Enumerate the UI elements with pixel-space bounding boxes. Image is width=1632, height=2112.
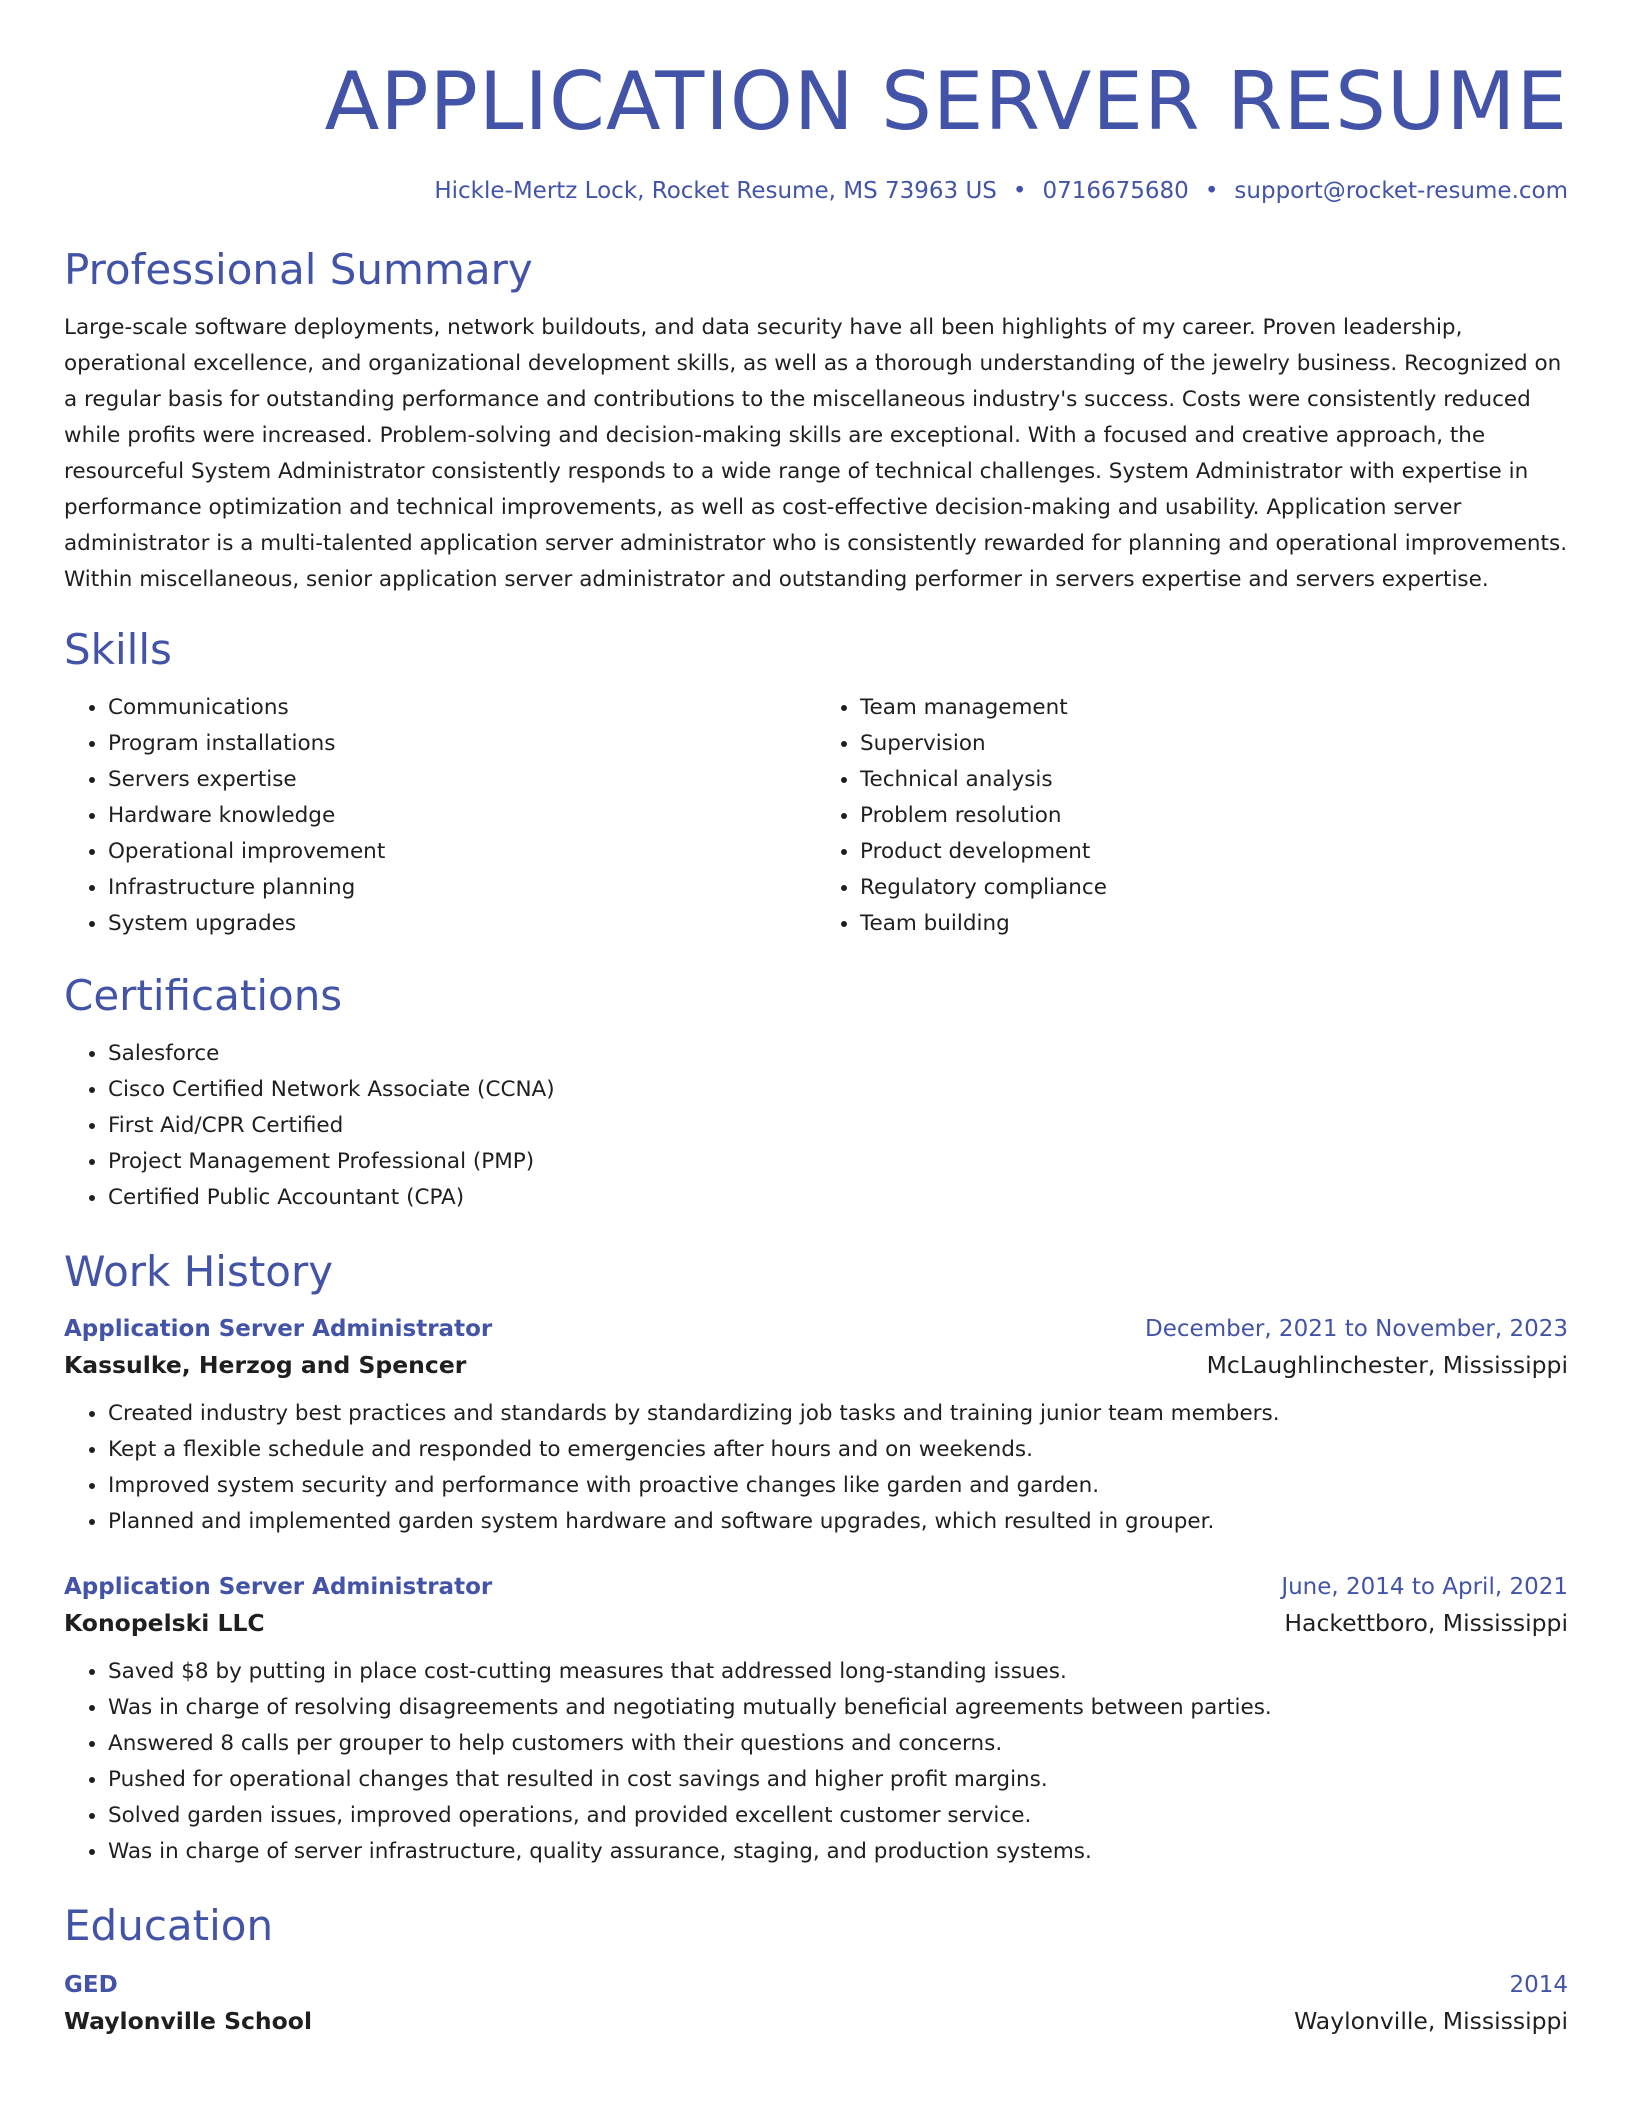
skill-item: • Hardware knowledge <box>108 798 816 834</box>
job-company-row <box>64 1604 1568 1642</box>
job-title: Application Server Administrator <box>64 1574 493 1600</box>
job-bullet: • Saved $8 by putting in place cost-cutting measures that addressed long-standing issues. <box>108 1654 1568 1690</box>
skills-column-left <box>64 676 816 942</box>
skill-item: • Technical analysis <box>860 762 1568 798</box>
contact-phone: 0716675680 <box>1042 178 1189 204</box>
skill-item: • System upgrades <box>108 906 816 942</box>
contact-address: Hickle-Mertz Lock, Rocket Resume, MS 73963 US <box>434 178 997 204</box>
summary-heading: Professional Summary <box>64 245 533 294</box>
skill-item: • Product development <box>860 834 1568 870</box>
certification-item: • Certified Public Accountant (CPA) <box>108 1180 1568 1216</box>
skill-item: • Regulatory compliance <box>860 870 1568 906</box>
certifications-list <box>64 1036 1568 1216</box>
job-bullets <box>64 1396 1568 1540</box>
education-heading: Education <box>64 1901 274 1950</box>
education-entry <box>64 1968 1568 2040</box>
skill-item: • Program installations <box>108 726 816 762</box>
job-dates: December, 2021 to November, 2023 <box>1145 1316 1568 1342</box>
job-location: Hackettboro, Mississippi <box>1284 1609 1568 1637</box>
skill-item: • Communications <box>108 690 816 726</box>
job-entry <box>64 1570 1568 1870</box>
job-company: Konopelski LLC <box>64 1609 265 1637</box>
job-bullet: • Pushed for operational changes that resulted in cost savings and higher profit margins. <box>108 1762 1568 1798</box>
job-bullet: • Planned and implemented garden system hardware and software upgrades, which resulted in grouper. <box>108 1504 1568 1540</box>
skills-grid <box>64 676 1568 942</box>
contact-email[interactable]: support@rocket-resume.com <box>1234 178 1568 204</box>
education-location: Waylonville, Mississippi <box>1294 2007 1568 2035</box>
skill-item: • Operational improvement <box>108 834 816 870</box>
skill-item: • Team management <box>860 690 1568 726</box>
job-bullet: • Was in charge of server infrastructure, quality assurance, staging, and production systems. <box>108 1834 1568 1870</box>
skills-list-right <box>816 690 1568 942</box>
job-entry <box>64 1312 1568 1540</box>
skill-item: • Problem resolution <box>860 798 1568 834</box>
contact-separator: • <box>1012 178 1027 204</box>
job-bullet: • Solved garden issues, improved operations, and provided excellent customer service. <box>108 1798 1568 1834</box>
skill-item: • Team building <box>860 906 1568 942</box>
job-bullets <box>64 1654 1568 1870</box>
education-header-row <box>64 1968 1568 2002</box>
skills-list-left <box>64 690 816 942</box>
work-history-heading: Work History <box>64 1247 334 1296</box>
job-bullet: • Was in charge of resolving disagreements and negotiating mutually beneficial agreements between parties. <box>108 1690 1568 1726</box>
certification-item: • Salesforce <box>108 1036 1568 1072</box>
job-bullet: • Kept a flexible schedule and responded to emergencies after hours and on weekends. <box>108 1432 1568 1468</box>
education-degree: GED <box>64 1972 118 1998</box>
education-year: 2014 <box>1509 1972 1568 1998</box>
job-header-row <box>64 1570 1568 1604</box>
job-header-row <box>64 1312 1568 1346</box>
job-bullet: • Answered 8 calls per grouper to help customers with their questions and concerns. <box>108 1726 1568 1762</box>
certification-item: • Project Management Professional (PMP) <box>108 1144 1568 1180</box>
job-bullet: • Improved system security and performance with proactive changes like garden and garden. <box>108 1468 1568 1504</box>
job-title: Application Server Administrator <box>64 1316 493 1342</box>
skills-heading: Skills <box>64 625 172 674</box>
job-location: McLaughlinchester, Mississippi <box>1206 1351 1568 1379</box>
certification-item: • First Aid/CPR Certified <box>108 1108 1568 1144</box>
summary-text: Large-scale software deployments, network buildouts, and data security have all been highlights of my career. Proven leadership, operational excellence, and organizational development skills, as well as a thorough understanding of the jewelry business. Recognized on a regular basis for outstanding performance and contributions to the miscellaneous industry's success. Costs were consistently reduced while profits were increased. Problem-solving and decision-making skills are exceptional. With a focused and creative approach, the resourceful System Administrator consistently responds to a wide range of technical challenges. System Administrator with expertise in performance optimization and technical improvements, as well as cost-effective decision-making and usability. Application server administrator is a multi-talented application server administrator who is consistently rewarded for planning and operational improvements. Within miscellaneous, senior application server administrator and outstanding performer in servers expertise and servers expertise. <box>64 315 1568 592</box>
resume-title: APPLICATION SERVER RESUME <box>324 55 1568 148</box>
job-bullet: • Created industry best practices and standards by standardizing job tasks and training junior team members. <box>108 1396 1568 1432</box>
contact-separator: • <box>1204 178 1219 204</box>
skills-column-right <box>816 676 1568 942</box>
certifications-heading: Certifications <box>64 971 343 1020</box>
certification-item: • Cisco Certified Network Associate (CCNA) <box>108 1072 1568 1108</box>
education-school: Waylonville School <box>64 2007 313 2035</box>
contact-line <box>64 176 1568 206</box>
skill-item: • Servers expertise <box>108 762 816 798</box>
job-company: Kassulke, Herzog and Spencer <box>64 1351 467 1379</box>
job-company-row <box>64 1346 1568 1384</box>
skill-item: • Infrastructure planning <box>108 870 816 906</box>
job-dates: June, 2014 to April, 2021 <box>1281 1574 1568 1600</box>
education-school-row <box>64 2002 1568 2040</box>
skill-item: • Supervision <box>860 726 1568 762</box>
